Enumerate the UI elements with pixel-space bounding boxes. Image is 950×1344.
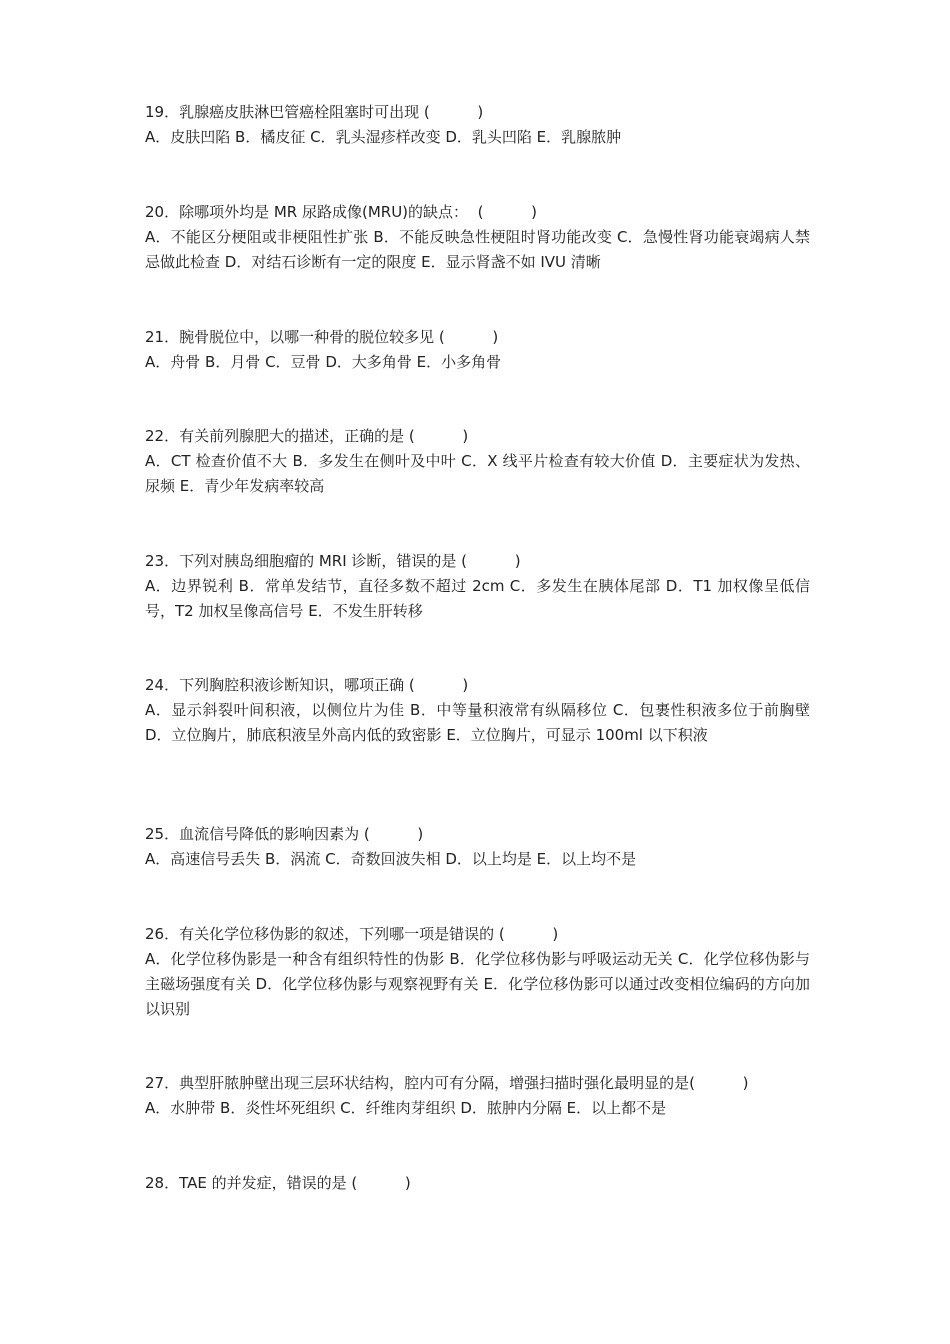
question-stem: 20．除哪项外均是 MR 尿路成像(MRU)的缺点： ( ) — [145, 203, 537, 221]
question-23 — [145, 549, 810, 624]
question-21 — [145, 325, 810, 375]
question-options: A．边界锐利 B．常单发结节，直径多数不超过 2cm C．多发生在胰体尾部 D．T1 加权像呈低信号，T2 加权呈像高信号 E．不发生肝转移 — [145, 577, 810, 620]
question-stem: 25．血流信号降低的影响因素为 ( ) — [145, 825, 424, 843]
question-options: A．显示斜裂叶间积液，以侧位片为佳 B．中等量积液常有纵隔移位 C．包裹性积液多位于前胸壁 D．立位胸片，肺底积液呈外高内低的致密影 E．立位胸片，可显示 100ml 以下积液 — [145, 701, 810, 744]
question-stem: 27．典型肝脓肿壁出现三层环状结构，腔内可有分隔，增强扫描时强化最明显的是( ) — [145, 1074, 749, 1092]
question-27 — [145, 1071, 810, 1121]
question-stem: 28．TAE 的并发症，错误的是 ( ) — [145, 1174, 411, 1192]
question-stem: 22．有关前列腺肥大的描述，正确的是 ( ) — [145, 427, 469, 445]
question-options: A．不能区分梗阻或非梗阻性扩张 B．不能反映急性梗阻时肾功能改变 C．急慢性肾功能衰竭病人禁忌做此检查 D．对结石诊断有一定的限度 E．显示肾盏不如 IVU 清晰 — [145, 228, 810, 271]
question-options: A．皮肤凹陷 B．橘皮征 C．乳头湿疹样改变 D．乳头凹陷 E．乳腺脓肿 — [145, 128, 622, 146]
question-options: A．高速信号丢失 B．涡流 C．奇数回波失相 D．以上均是 E．以上均不是 — [145, 850, 637, 868]
question-options: A．水肿带 B．炎性坏死组织 C．纤维肉芽组织 D．脓肿内分隔 E．以上都不是 — [145, 1099, 667, 1117]
question-stem: 23．下列对胰岛细胞瘤的 MRI 诊断，错误的是 ( ) — [145, 552, 521, 570]
question-stem: 19．乳腺癌皮肤淋巴管癌栓阻塞时可出现 ( ) — [145, 103, 484, 121]
question-24 — [145, 673, 810, 748]
question-19 — [145, 100, 810, 150]
question-stem: 24．下列胸腔积液诊断知识，哪项正确 ( ) — [145, 676, 469, 694]
question-stem: 26．有关化学位移伪影的叙述，下列哪一项是错误的 ( ) — [145, 925, 559, 943]
question-28 — [145, 1171, 810, 1196]
question-options: A．舟骨 B．月骨 C．豆骨 D．大多角骨 E．小多角骨 — [145, 353, 502, 371]
question-22 — [145, 424, 810, 499]
question-26 — [145, 922, 810, 1022]
question-stem: 21．腕骨脱位中，以哪一种骨的脱位较多见 ( ) — [145, 328, 499, 346]
question-options: A．化学位移伪影是一种含有组织特性的伪影 B．化学位移伪影与呼吸运动无关 C．化学位移伪影与主磁场强度有关 D．化学位移伪影与观察视野有关 E．化学位移伪影可以通过改变相位编码的方向加以识别 — [145, 950, 810, 1018]
question-25 — [145, 822, 810, 872]
question-options: A．CT 检查价值不大 B．多发生在侧叶及中叶 C．X 线平片检查有较大价值 D．主要症状为发热、尿频 E．青少年发病率较高 — [145, 452, 810, 495]
question-20 — [145, 200, 810, 275]
